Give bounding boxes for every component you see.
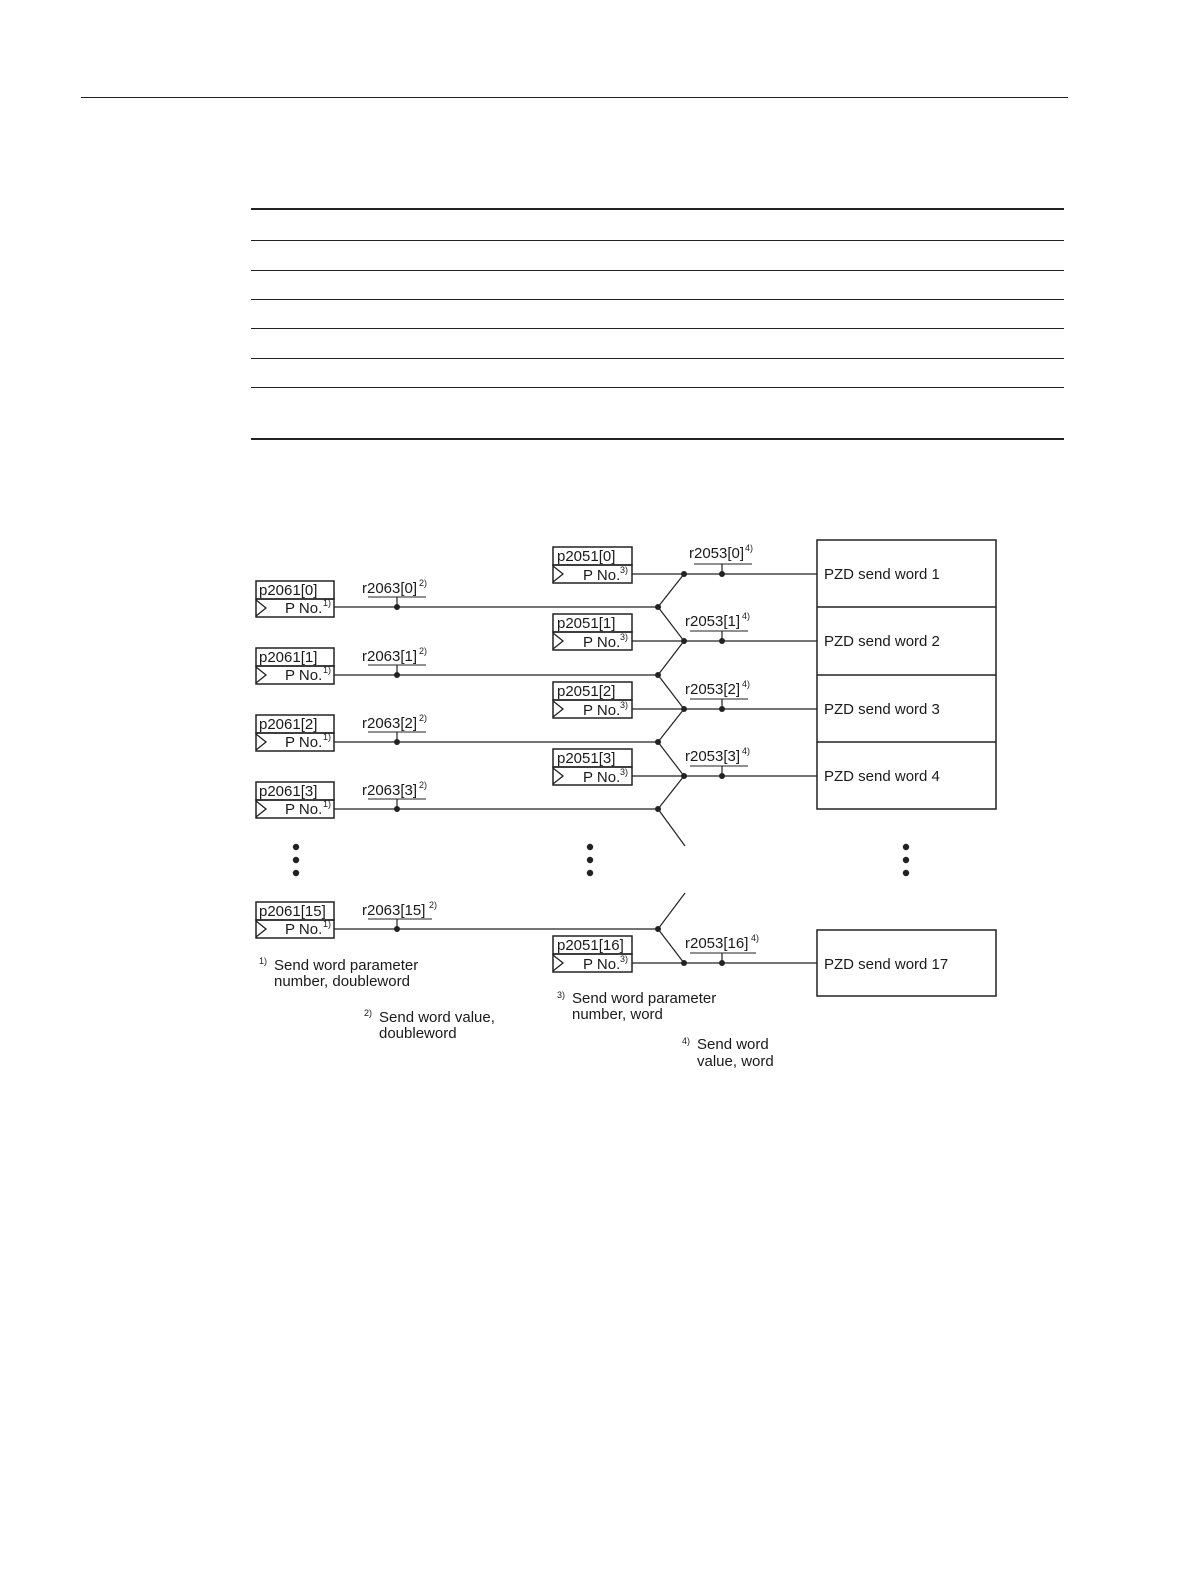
param-label: p2051[0] xyxy=(557,548,616,565)
pzd-word-label: PZD send word 3 xyxy=(824,701,940,718)
dword-param-group-1 xyxy=(256,646,658,684)
junction-dot xyxy=(394,672,400,678)
pno-label: P No. xyxy=(583,956,621,973)
pzd-word-label: PZD send word 4 xyxy=(824,768,940,785)
footnote-line: number, doubleword xyxy=(274,973,410,990)
pno-label: P No. xyxy=(583,567,621,584)
param-label: p2061[2] xyxy=(259,716,318,733)
pno-label: P No. xyxy=(583,634,621,651)
footnote-line: Send word value, xyxy=(379,1009,495,1026)
footnotes xyxy=(259,956,774,1070)
junction-dot xyxy=(394,739,400,745)
footnote-ref: 2) xyxy=(429,900,438,910)
footnote-ref: 4) xyxy=(742,611,751,621)
pno-label: P No. xyxy=(285,667,323,684)
dword-param-group-15 xyxy=(256,900,658,938)
footnote-ref: 3) xyxy=(620,565,629,575)
footnote-ref: 2) xyxy=(419,713,428,723)
footnote-1 xyxy=(259,956,418,990)
footnote-ref: 2) xyxy=(419,780,428,790)
input-arrow-icon xyxy=(256,734,266,750)
footnote-ref: 1) xyxy=(323,799,332,809)
footnote-4 xyxy=(682,1036,774,1070)
footnote-ref: 2) xyxy=(419,578,428,588)
value-label: r2053[1] xyxy=(685,613,741,630)
value-label: r2063[0] xyxy=(362,580,418,597)
word-param-group-1 xyxy=(553,611,817,651)
junction-dot xyxy=(719,960,725,966)
param-label: p2051[1] xyxy=(557,615,616,632)
pno-label: P No. xyxy=(285,600,323,617)
footnote-ref: 3) xyxy=(620,700,629,710)
input-arrow-icon xyxy=(553,566,563,582)
footnote-mark: 1) xyxy=(259,956,268,966)
pzd-send-block xyxy=(817,540,996,996)
ellipsis-dots-icon xyxy=(293,844,909,876)
footnote-line: value, word xyxy=(697,1053,774,1070)
footnote-line: Send word parameter xyxy=(274,957,419,974)
value-label: r2053[0] xyxy=(689,545,745,562)
junction-dot xyxy=(719,706,725,712)
value-label: r2063[2] xyxy=(362,715,418,732)
word-param-group-0 xyxy=(553,543,817,584)
input-arrow-icon xyxy=(256,921,266,937)
footnote-mark: 3) xyxy=(557,990,566,1000)
pno-label: P No. xyxy=(583,769,621,786)
word-param-group-3 xyxy=(553,746,817,786)
footnote-mark: 4) xyxy=(682,1036,691,1046)
input-arrow-icon xyxy=(256,667,266,683)
pno-label: P No. xyxy=(285,921,323,938)
input-arrow-icon xyxy=(553,955,563,971)
pno-label: P No. xyxy=(285,734,323,751)
word-param-group-16 xyxy=(553,933,817,973)
value-label: r2053[2] xyxy=(685,681,741,698)
word-param-group-2 xyxy=(553,679,817,719)
pno-label: P No. xyxy=(583,702,621,719)
footnote-2 xyxy=(364,1008,495,1042)
footnote-ref: 2) xyxy=(419,646,428,656)
footnote-ref: 4) xyxy=(751,933,760,943)
param-label: p2061[1] xyxy=(259,649,318,666)
value-label: r2063[3] xyxy=(362,782,418,799)
footnote-ref: 4) xyxy=(742,679,751,689)
pzd-word-label: PZD send word 1 xyxy=(824,566,940,583)
junction-dot xyxy=(719,571,725,577)
junction-dot xyxy=(719,773,725,779)
footnote-ref: 3) xyxy=(620,632,629,642)
pno-label: P No. xyxy=(285,801,323,818)
param-label: p2051[2] xyxy=(557,683,616,700)
input-arrow-icon xyxy=(553,633,563,649)
footnote-line: number, word xyxy=(572,1006,663,1023)
param-label: p2061[15] xyxy=(259,903,326,920)
param-label: p2061[0] xyxy=(259,582,318,599)
junction-dot xyxy=(394,926,400,932)
footnote-ref: 4) xyxy=(742,746,751,756)
input-arrow-icon xyxy=(553,701,563,717)
value-label: r2053[16] xyxy=(685,935,749,952)
footnote-line: doubleword xyxy=(379,1025,457,1042)
footnote-ref: 3) xyxy=(620,767,629,777)
footnote-ref: 1) xyxy=(323,598,332,608)
value-label: r2053[3] xyxy=(685,748,741,765)
footnote-3 xyxy=(557,990,716,1023)
footnote-ref: 1) xyxy=(323,732,332,742)
crossover-lines xyxy=(655,574,685,963)
input-arrow-icon xyxy=(553,768,563,784)
footnote-line: Send word xyxy=(697,1036,769,1053)
footnote-ref: 1) xyxy=(323,665,332,675)
junction-dot xyxy=(394,604,400,610)
junction-dot xyxy=(719,638,725,644)
value-label: r2063[15] xyxy=(362,902,426,919)
footnote-ref: 4) xyxy=(745,543,754,553)
param-label: p2061[3] xyxy=(259,783,318,800)
pzd-word-label: PZD send word 2 xyxy=(824,633,940,650)
pzd-word-label: PZD send word 17 xyxy=(824,956,949,973)
param-label: p2051[3] xyxy=(557,750,616,767)
input-arrow-icon xyxy=(256,801,266,817)
footnote-ref: 1) xyxy=(323,919,332,929)
footnote-line: Send word parameter xyxy=(572,990,717,1007)
junction-dot xyxy=(394,806,400,812)
footnote-ref: 3) xyxy=(620,954,629,964)
footnote-mark: 2) xyxy=(364,1008,373,1018)
input-arrow-icon xyxy=(256,600,266,616)
value-label: r2063[1] xyxy=(362,648,418,665)
param-label: p2051[16] xyxy=(557,937,624,954)
